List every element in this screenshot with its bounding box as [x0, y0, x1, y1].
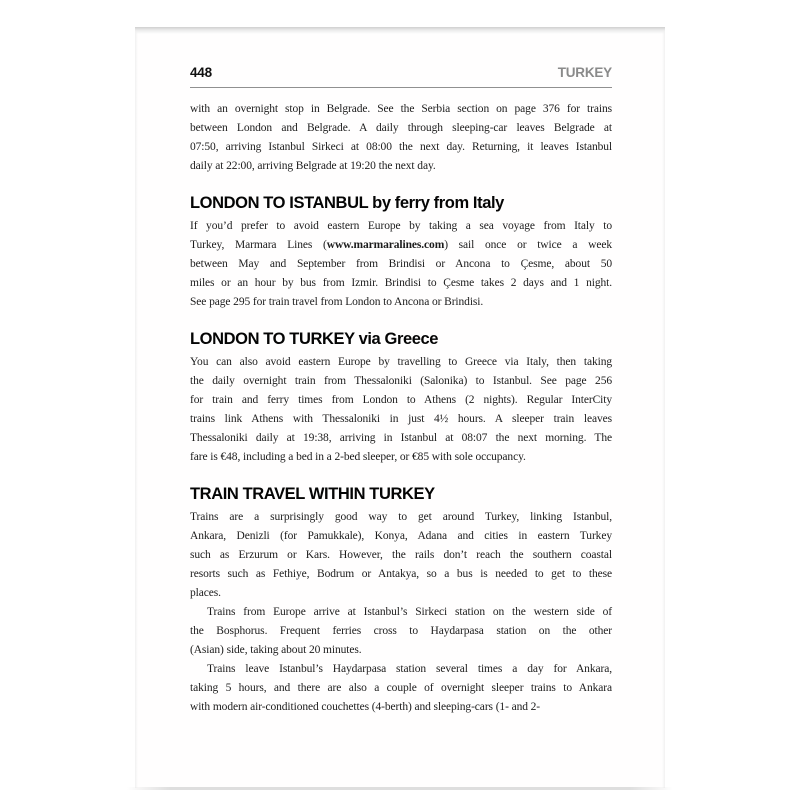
book-page — [135, 27, 665, 790]
text-line: Trains from Europe arrive at Istanbul’s Sirkeci station on the western side of — [207, 606, 612, 618]
text-segment: Turkey, Marmara Lines ( — [190, 239, 327, 251]
text-line: resorts such as Fethiye, Bodrum or Antakya, so a bus is needed to get to these — [190, 568, 612, 580]
page-header — [190, 65, 612, 81]
page-bottom-shadow — [127, 787, 673, 790]
page-right-edge — [662, 31, 665, 788]
text-line: between London and Belgrade. A daily through sleeping-car leaves Belgrade at — [190, 122, 612, 134]
paragraph-intro — [190, 100, 612, 176]
running-title: TURKEY — [557, 65, 612, 80]
page-left-edge — [135, 31, 138, 788]
text-line: with modern air-conditioned couchettes (4-berth) and sleeping-cars (1- and 2- — [190, 701, 541, 713]
text-line: fare is €48, including a bed in a 2-bed sleeper, or €85 with sole occupancy. — [190, 451, 526, 463]
text-line: the daily overnight train from Thessaloniki (Salonika) to Istanbul. See page 256 — [190, 375, 612, 387]
section-heading-ferry: LONDON TO ISTANBUL by ferry from Italy — [190, 194, 504, 212]
text-line: for train and ferry times from London to Athens (2 nights). Regular InterCity — [190, 394, 612, 406]
text-line: taking 5 hours, and there are also a couple of overnight sleeper trains to Ankara — [190, 682, 612, 694]
text-line: Ankara, Denizli (for Pamukkale), Konya, Adana and cities in eastern Turkey — [190, 530, 612, 542]
text-line: (Asian) side, taking about 20 minutes. — [190, 644, 362, 656]
paragraph-within-2 — [190, 603, 612, 660]
section-heading-greece: LONDON TO TURKEY via Greece — [190, 330, 439, 348]
page-content — [135, 27, 665, 717]
section-heading-within-turkey: TRAIN TRAVEL WITHIN TURKEY — [190, 485, 435, 503]
text-line: Thessaloniki daily at 19:38, arriving in Istanbul at 08:07 the next morning. The — [190, 432, 612, 444]
text-line: such as Erzurum or Kars. However, the rails don’t reach the southern coastal — [190, 549, 612, 561]
text-line: See page 295 for train travel from London to Ancona or Brindisi. — [190, 296, 484, 308]
text-segment: ) sail once or twice a week — [444, 239, 612, 251]
text-line: with an overnight stop in Belgrade. See the Serbia section on page 376 for trains — [190, 103, 612, 115]
text-line: the Bosphorus. Frequent ferries cross to Haydarpasa station on the other — [190, 625, 612, 637]
paragraph-ferry — [190, 217, 612, 312]
text-line: 07:50, arriving Istanbul Sirkeci at 08:00 the next day. Returning, it leaves Istanbul — [190, 141, 612, 153]
text-line: places. — [190, 587, 221, 599]
text-line: trains link Athens with Thessaloniki in just 4½ hours. A sleeper train leaves — [190, 413, 612, 425]
text-line: If you’d prefer to avoid eastern Europe by taking a sea voyage from Italy to — [190, 220, 612, 232]
paragraph-within-3 — [190, 660, 612, 717]
website-url: www.marmaralines.com — [326, 239, 445, 251]
text-line: You can also avoid eastern Europe by travelling to Greece via Italy, then taking — [190, 356, 612, 368]
text-line: Trains leave Istanbul’s Haydarpasa station several times a day for Ankara, — [207, 663, 612, 675]
page-number: 448 — [190, 65, 212, 80]
text-line: miles or an hour by bus from Izmir. Brindisi to Çesme takes 2 days and 1 night. — [190, 277, 612, 289]
page-top-shadow — [135, 27, 665, 34]
text-line: daily at 22:00, arriving Belgrade at 19:20 the next day. — [190, 160, 436, 172]
text-line: Trains are a surprisingly good way to get around Turkey, linking Istanbul, — [190, 511, 612, 523]
header-rule — [190, 87, 612, 88]
text-line: between May and September from Brindisi or Ancona to Çesme, about 50 — [190, 258, 612, 270]
paragraph-within-1 — [190, 508, 612, 603]
paragraph-greece — [190, 353, 612, 467]
text-line — [190, 236, 612, 255]
